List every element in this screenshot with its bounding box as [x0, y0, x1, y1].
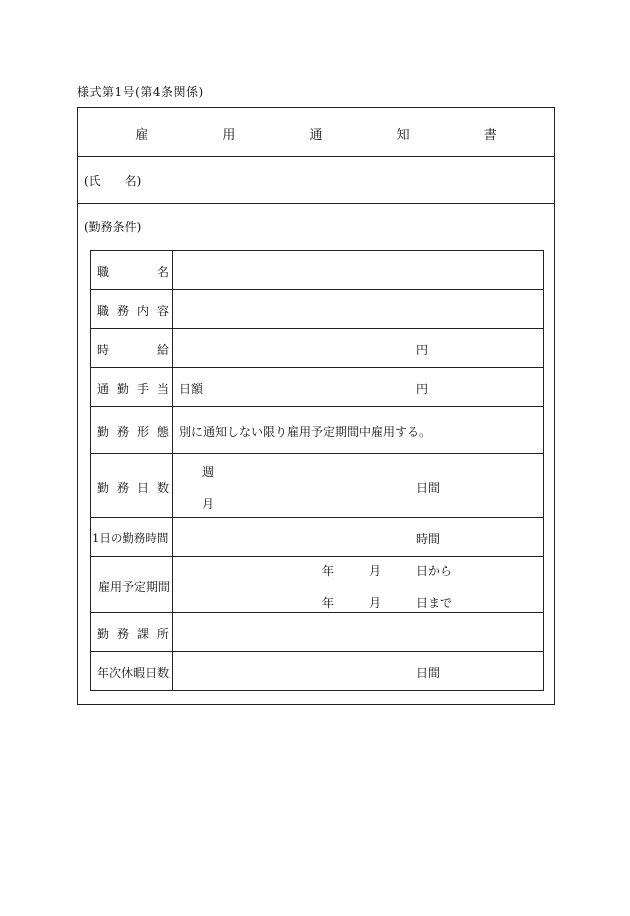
notice-form [77, 107, 555, 705]
work-days-label-cell [91, 454, 173, 517]
period-from-month: 月 [369, 564, 382, 578]
label-char: 勤 [116, 382, 129, 396]
form-number: 様式第1号(第4条関係) [77, 85, 204, 99]
row-daily-hours [91, 518, 543, 557]
annual-leave-label-cell [91, 652, 173, 690]
label-char: 職 [97, 304, 110, 318]
label-char: 勤 [97, 627, 110, 641]
workplace-label [97, 625, 169, 642]
job-content-label-cell [91, 290, 173, 328]
label-char: 次 [109, 666, 122, 680]
label-char: 職 [97, 265, 110, 279]
job-title-label-cell [91, 251, 173, 289]
conditions-label: (勤務条件) [84, 220, 142, 234]
label-char: 通 [97, 382, 110, 396]
label-char: 数 [156, 481, 169, 495]
label-char: 務 [116, 627, 129, 641]
row-employment-period [91, 557, 543, 613]
name-label: (氏 名) [84, 174, 142, 188]
period-to-month: 月 [369, 596, 382, 610]
label-char: 日 [136, 481, 149, 495]
job-title-label [97, 263, 169, 280]
work-days-month: 月 [202, 497, 215, 511]
commute-unit: 円 [416, 382, 429, 396]
label-char: 名 [156, 265, 169, 279]
label-char: 務 [116, 304, 129, 318]
label-char: 務 [116, 481, 129, 495]
employment-period-label: 雇用予定期間 [98, 580, 171, 594]
label-char: 給 [156, 343, 169, 357]
work-days-unit: 日間 [416, 481, 441, 495]
row-work-type [91, 407, 543, 454]
label-char: 所 [156, 627, 169, 641]
row-commute [91, 368, 543, 407]
title-row [78, 108, 554, 157]
row-hourly-wage [91, 329, 543, 368]
hourly-wage-label [97, 341, 169, 358]
commute-prefix: 日額 [179, 382, 204, 396]
label-char: 態 [156, 425, 169, 439]
period-to-year: 年 [322, 596, 335, 610]
daily-hours-unit: 時間 [416, 532, 441, 546]
hourly-wage-label-cell [91, 329, 173, 367]
label-char: 勤 [97, 425, 110, 439]
period-to-day: 日まで [416, 596, 453, 610]
daily-hours-label: 1日の勤務時間 [92, 531, 169, 545]
label-char: 休 [121, 666, 134, 680]
label-char: 年 [97, 666, 110, 680]
commute-label-cell [91, 368, 173, 406]
label-char: 内 [136, 304, 149, 318]
work-type-text: 別に通知しない限り雇用予定期間中雇用する。 [179, 425, 432, 439]
label-char: 形 [136, 425, 149, 439]
label-char: 務 [116, 425, 129, 439]
name-row[interactable] [78, 156, 554, 204]
hourly-wage-unit: 円 [416, 343, 429, 357]
commute-label [97, 380, 169, 397]
label-char: 容 [156, 304, 169, 318]
label-char: 時 [97, 343, 110, 357]
label-char: 勤 [97, 481, 110, 495]
form-title: 雇 用 通 知 書 [135, 128, 532, 143]
employment-period-label-cell [91, 557, 173, 612]
annual-leave-unit: 日間 [416, 666, 441, 680]
workplace-label-cell [91, 613, 173, 651]
row-job-content [91, 290, 543, 329]
label-char: 数 [157, 666, 170, 680]
label-char: 課 [136, 627, 149, 641]
period-from-year: 年 [322, 564, 335, 578]
label-char: 手 [136, 382, 149, 396]
label-char: 当 [156, 382, 169, 396]
work-days-week: 週 [202, 465, 215, 479]
row-annual-leave [91, 652, 543, 690]
row-workplace [91, 613, 543, 652]
conditions-table [90, 250, 544, 691]
daily-hours-label-cell [91, 518, 173, 556]
label-char: 日 [145, 666, 158, 680]
annual-leave-label [97, 664, 169, 681]
label-char: 暇 [133, 666, 146, 680]
work-type-label [97, 423, 169, 440]
work-type-label-cell [91, 407, 173, 453]
row-job-title [91, 251, 543, 290]
work-days-label [97, 479, 169, 496]
job-content-label [97, 302, 169, 319]
row-work-days [91, 454, 543, 518]
period-from-day: 日から [416, 564, 453, 578]
